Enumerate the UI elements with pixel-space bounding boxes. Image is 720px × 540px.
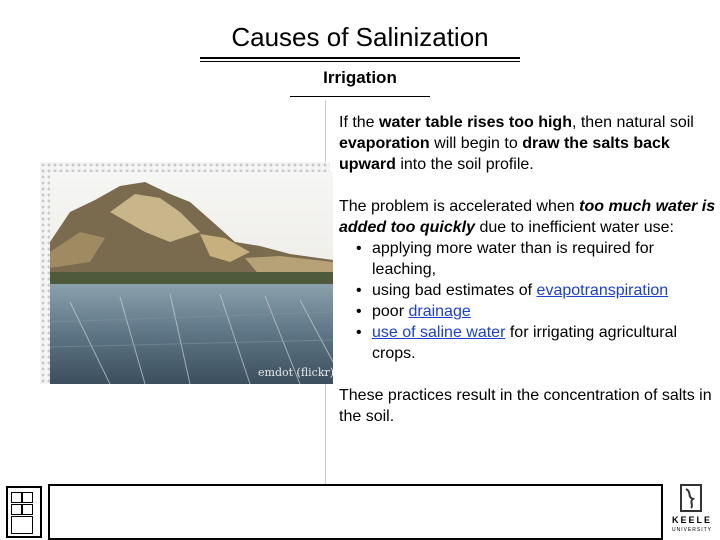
bullet-text: using bad estimates of <box>372 282 537 299</box>
evapotranspiration-link[interactable]: evapotranspiration <box>536 282 669 299</box>
decor-square <box>11 492 22 503</box>
p1-text-e: will begin to <box>429 135 523 152</box>
list-item <box>339 322 717 364</box>
p2-bold-italic: too much water is added too quickly <box>339 198 716 236</box>
footer-bar <box>48 484 663 540</box>
decor-square <box>11 516 33 534</box>
logo-subtext: UNIVERSITY <box>671 527 712 533</box>
drainage-link[interactable]: drainage <box>408 303 471 320</box>
p1-text-c: , then natural soil <box>571 114 694 131</box>
logo-wordmark: KEELE <box>671 515 712 525</box>
bullet-glyph: • <box>356 324 362 341</box>
paragraph-water-table <box>339 112 717 175</box>
p1-text-g: into the soil profile. <box>395 156 534 173</box>
bullet-glyph: • <box>356 303 362 320</box>
photo-credit: emdot (flickr) <box>258 366 335 379</box>
keele-logo <box>668 480 716 540</box>
subtitle-underline <box>290 96 430 97</box>
title-underline <box>200 57 520 59</box>
p2-text-a: The problem is accelerated when <box>339 198 580 215</box>
paragraph-conclusion: These practices result in the concentration of salts in the soil. <box>339 387 712 425</box>
p1-bold-evaporation: evaporation <box>339 135 430 152</box>
irrigation-photo <box>50 172 333 384</box>
decor-square <box>11 504 22 515</box>
decor-square <box>22 504 33 515</box>
list-item <box>339 238 717 280</box>
p2-text-c: due to inefficient water use: <box>475 219 674 236</box>
bullet-glyph: • <box>356 240 362 257</box>
bullet-text: for irrigating agricultural crops. <box>372 324 678 362</box>
cause-list <box>339 238 717 364</box>
p1-bold-water-table: water table rises too high <box>379 114 572 131</box>
slide-title: Causes of Salinization <box>231 22 489 52</box>
p1-bold-draw-salts: draw the salts back upward <box>339 135 670 173</box>
saline-water-link[interactable]: use of saline water <box>372 324 506 341</box>
list-item <box>339 301 717 322</box>
decor-square <box>22 492 33 503</box>
bullet-text: poor <box>372 303 409 320</box>
slide-subtitle: Irrigation <box>323 68 397 87</box>
bullet-text: applying more water than is required for leaching, <box>372 240 654 278</box>
footer-squares-decoration <box>6 486 42 538</box>
title-underline-thin <box>200 61 520 62</box>
bullet-glyph: • <box>356 282 362 299</box>
p1-text-a: If the <box>339 114 380 131</box>
body-text <box>339 112 717 427</box>
list-item <box>339 280 717 301</box>
keele-crest-icon <box>680 484 702 512</box>
paragraph-accelerated <box>339 196 717 238</box>
